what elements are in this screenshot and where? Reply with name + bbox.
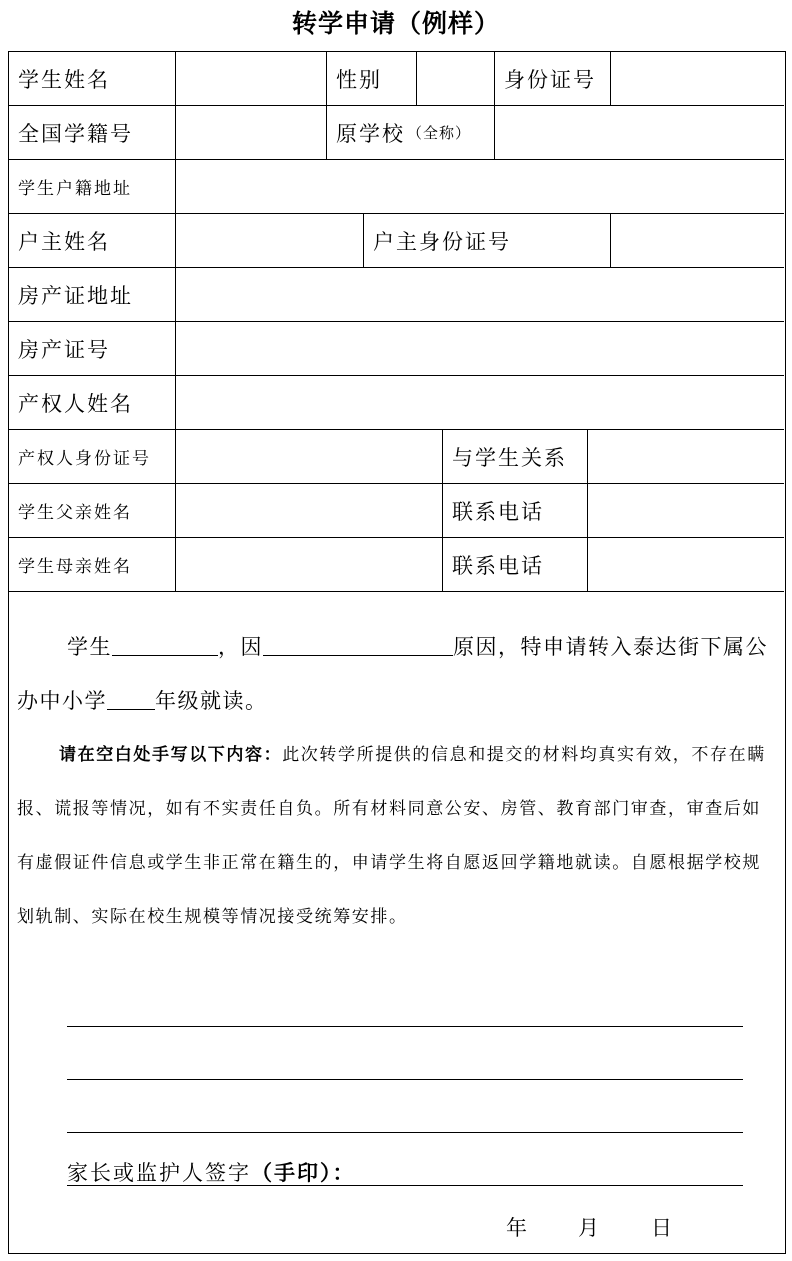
field-property-number[interactable]	[176, 322, 784, 375]
field-father-name[interactable]	[176, 484, 443, 537]
field-father-phone[interactable]	[588, 484, 784, 537]
form-row-father	[9, 484, 784, 538]
handwrite-line-1[interactable]	[67, 1026, 743, 1027]
form-row-owner-id	[9, 430, 784, 484]
date-year: 年	[506, 1216, 527, 1240]
label-student-name: 学生姓名	[9, 52, 176, 105]
handwrite-line-2[interactable]	[67, 1079, 743, 1080]
signature-note: （手印）：	[251, 1160, 356, 1185]
form-row-household	[9, 160, 784, 214]
label-mother-name: 学生母亲姓名	[9, 538, 176, 591]
form-row-householder	[9, 214, 784, 268]
handwrite-lead: 请在空白处手写以下内容：	[59, 745, 283, 765]
handwrite-body: 此次转学所提供的信息和提交的材料均真实有效，不存在瞒报、谎报等情况，如有不实责任自负。所有材料同意公安、房管、教育部门审查，审查后如有虚假证件信息或学生非正常在籍生的，申请学生将自愿返回学籍地就读。自愿根据学校规划轨制、实际在校生规模等情况接受统筹安排。	[17, 745, 766, 927]
field-householder-id[interactable]	[611, 214, 784, 267]
field-owner-name[interactable]	[176, 376, 784, 429]
field-property-address[interactable]	[176, 268, 784, 321]
form-row-school	[9, 106, 784, 160]
student-name-blank[interactable]	[112, 634, 218, 656]
field-relation[interactable]	[588, 430, 784, 483]
field-mother-phone[interactable]	[588, 538, 784, 591]
label-householder-name: 户主姓名	[9, 214, 176, 267]
label-father-phone: 联系电话	[443, 484, 588, 537]
field-mother-name[interactable]	[176, 538, 443, 591]
field-id-number[interactable]	[611, 52, 784, 105]
label-relation: 与学生关系	[443, 430, 588, 483]
reason-blank[interactable]	[263, 634, 453, 656]
label-prev-school	[327, 106, 495, 159]
statement-area	[9, 592, 784, 1252]
label-owner-name: 产权人姓名	[9, 376, 176, 429]
label-householder-id: 户主身份证号	[364, 214, 611, 267]
label-gender: 性别	[327, 52, 417, 105]
label-household-address: 学生户籍地址	[9, 160, 176, 213]
signature-label: 家长或监护人签字	[67, 1161, 251, 1185]
label-id-number: 身份证号	[495, 52, 611, 105]
field-owner-id[interactable]	[176, 430, 443, 483]
date-month: 月	[578, 1216, 599, 1240]
page-title: 转学申请（例样）	[291, 9, 500, 38]
form-row-property-address	[9, 268, 784, 322]
field-prev-school[interactable]	[495, 106, 784, 159]
form-row-property-number	[9, 322, 784, 376]
field-student-name[interactable]	[176, 52, 327, 105]
label-property-number: 房产证号	[9, 322, 176, 375]
prev-school-text: 原学校	[336, 121, 405, 146]
field-household-address[interactable]	[176, 160, 784, 213]
form-row-basic	[9, 52, 784, 106]
field-gender[interactable]	[417, 52, 495, 105]
guardian-signature[interactable]	[67, 1157, 356, 1187]
label-property-address: 房产证地址	[9, 268, 176, 321]
handwrite-instruction	[17, 728, 779, 944]
application-statement: 学生 ，因 原因，特申请转入泰达街下属公办中小学 年级就读。	[17, 635, 768, 713]
prev-school-note: （全称）	[407, 124, 472, 142]
field-householder-name[interactable]	[176, 214, 364, 267]
form-row-mother	[9, 538, 784, 592]
label-mother-phone: 联系电话	[443, 538, 588, 591]
form-row-owner-name	[9, 376, 784, 430]
grade-blank[interactable]	[107, 688, 155, 710]
application-form	[8, 51, 786, 1254]
field-national-registry[interactable]	[176, 106, 327, 159]
label-father-name: 学生父亲姓名	[9, 484, 176, 537]
handwrite-line-3[interactable]	[67, 1132, 743, 1133]
date-day: 日	[651, 1216, 672, 1240]
label-national-registry: 全国学籍号	[9, 106, 176, 159]
label-owner-id: 产权人身份证号	[9, 430, 176, 483]
